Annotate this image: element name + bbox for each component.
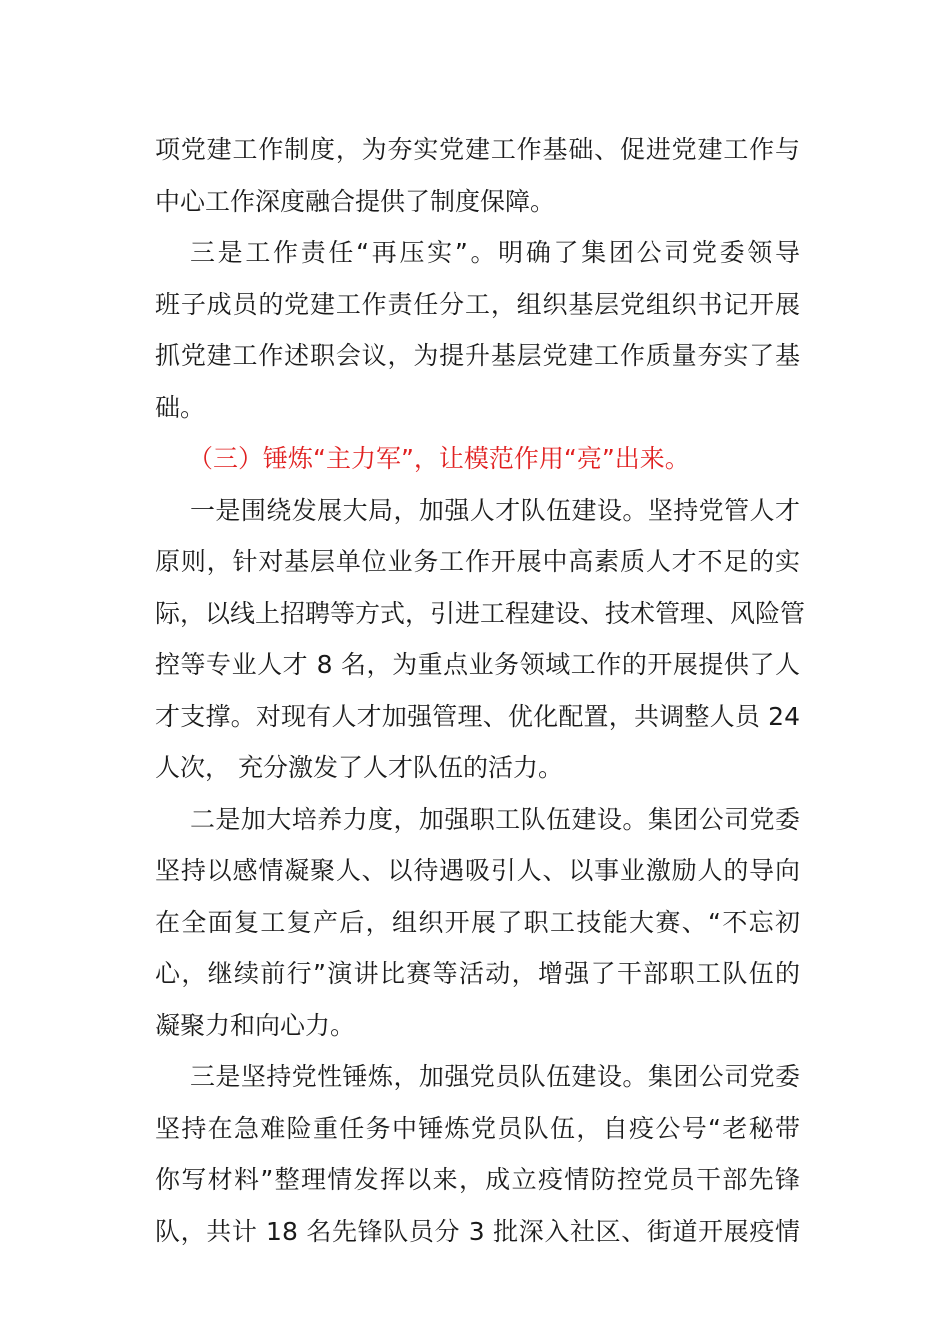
paragraph-line: 坚持以感情凝聚人、以待遇吸引人、以事业激励人的导向 (155, 856, 800, 885)
paragraph-line: 三是坚持党性锤炼，加强党员队伍建设。集团公司党委 (190, 1062, 800, 1091)
paragraph-line: 际，以线上招聘等方式，引进工程建设、技术管理、风险管 (155, 598, 806, 628)
paragraph-line: 三是工作责任“再压实”。明确了集团公司党委领导 (190, 238, 800, 267)
paragraph-line: 中心工作深度融合提供了制度保障。 (155, 186, 556, 216)
paragraph-line: 控等专业人才 8 名，为重点业务领域工作的开展提供了人 (155, 650, 800, 679)
section-heading: （三）锤炼“主力军”，让模范作用“亮”出来。 (188, 444, 690, 473)
paragraph-line: 班子成员的党建工作责任分工，组织基层党组织书记开展 (155, 289, 800, 319)
paragraph-line: 人次， 充分激发了人才队伍的活力。 (155, 753, 563, 782)
paragraph-line: 二是加大培养力度，加强职工队伍建设。集团公司党委 (190, 804, 800, 834)
paragraph-line: 队，共计 18 名先锋队员分 3 批深入社区、街道开展疫情 (155, 1216, 800, 1246)
paragraph-line: 在全面复工复产后，组织开展了职工技能大赛、“不忘初 (155, 907, 800, 937)
paragraph-line: 你写材料”整理情发挥以来，成立疫情防控党员干部先锋 (155, 1165, 800, 1194)
paragraph-line: 础。 (155, 392, 206, 422)
paragraph-line: 心，继续前行”演讲比赛等活动，增强了干部职工队伍的 (155, 959, 800, 988)
paragraph-line: 原则，针对基层单位业务工作开展中高素质人才不足的实 (155, 547, 800, 576)
paragraph-line: 抓党建工作述职会议，为提升基层党建工作质量夯实了基 (155, 341, 800, 370)
paragraph-line: 一是围绕发展大局，加强人才队伍建设。坚持党管人才 (190, 495, 800, 525)
paragraph-line: 凝聚力和向心力。 (155, 1010, 356, 1040)
body-text (155, 124, 806, 1257)
paragraph-line: 项党建工作制度，为夯实党建工作基础、促进党建工作与 (155, 135, 800, 164)
paragraph-line: 才支撑。对现有人才加强管理、优化配置，共调整人员 24 (155, 701, 800, 731)
paragraph-line: 坚持在急难险重任务中锤炼党员队伍，自疫公号“老秘带 (155, 1113, 800, 1143)
